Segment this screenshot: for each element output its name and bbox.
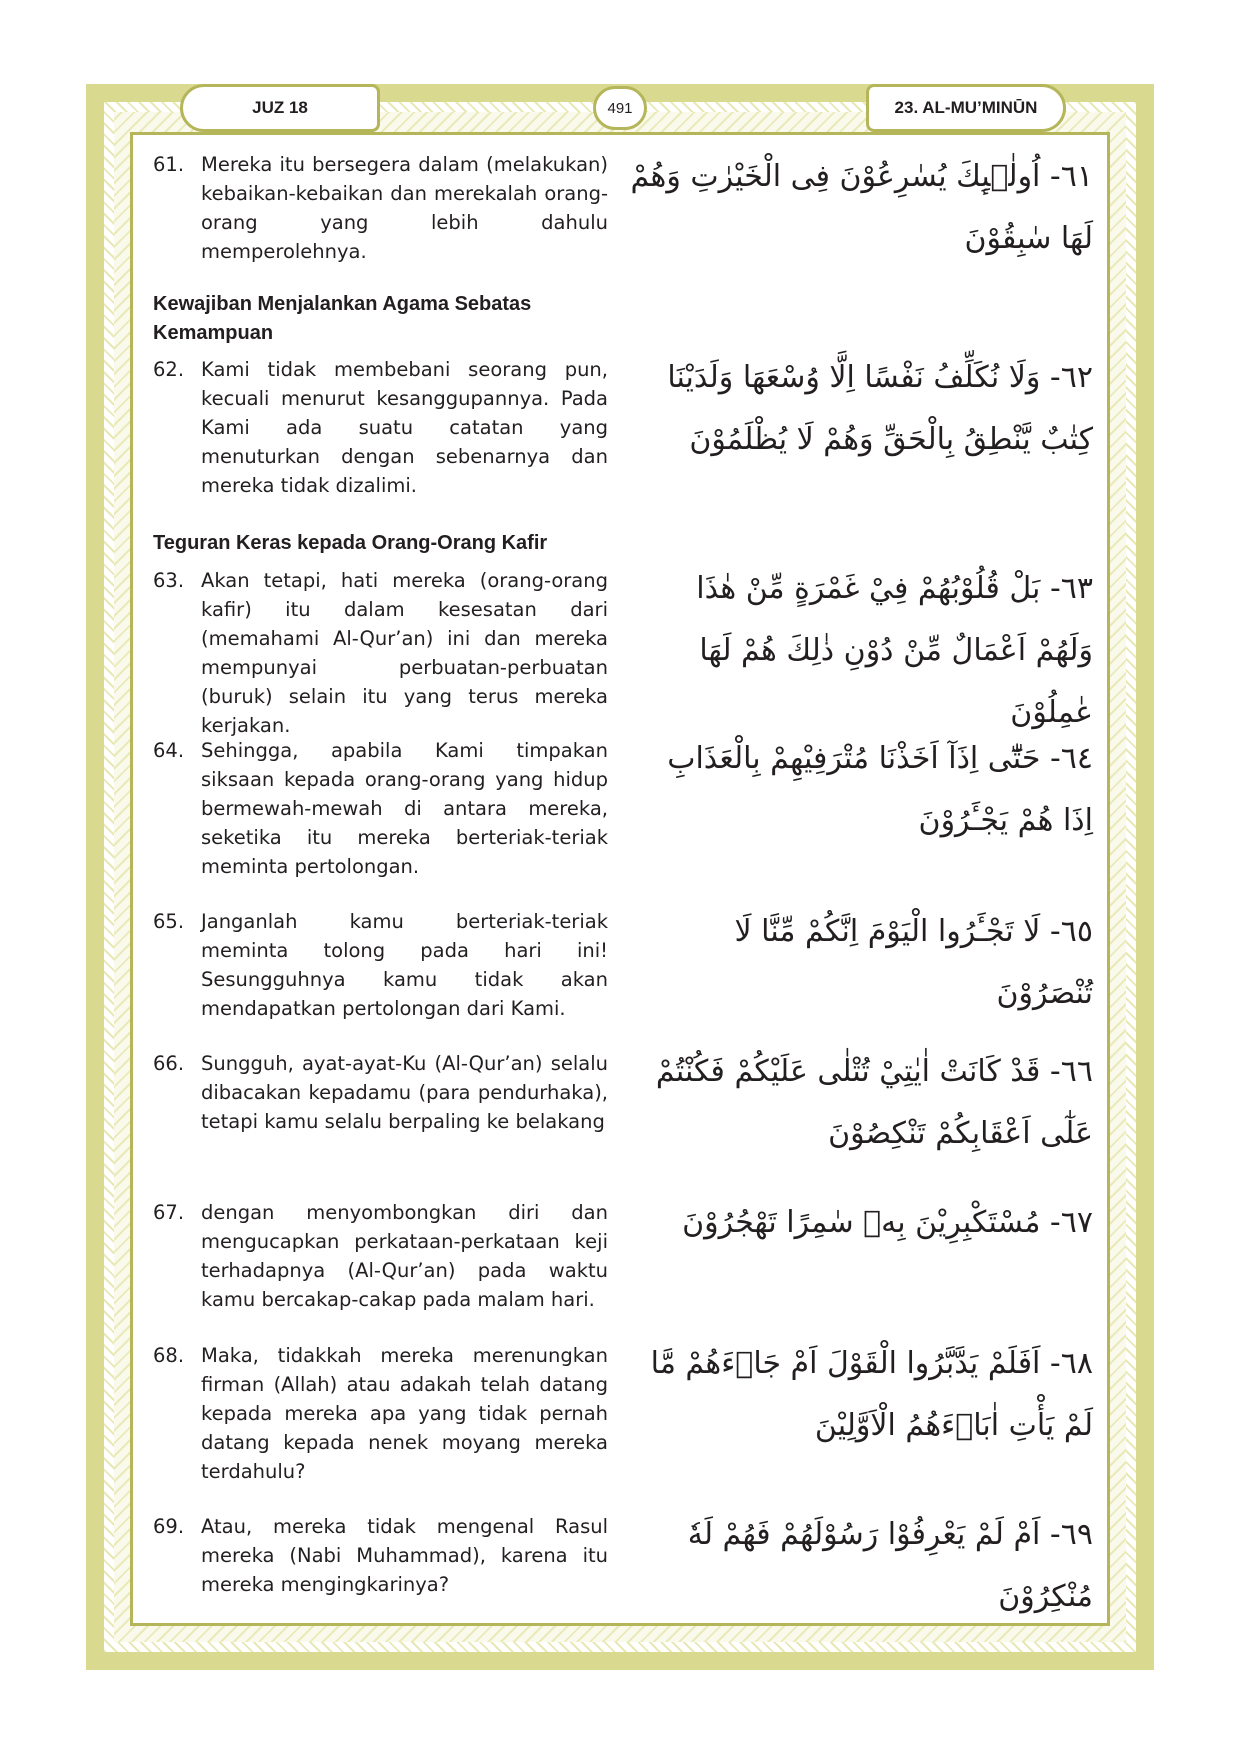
section-heading: Teguran Keras kepada Orang-Orang Kafir — [153, 532, 548, 554]
verse-arabic: ٦١- اُولٰۤىِٕكَ يُسٰرِعُوْنَ فِى الْخَيْرٰتِ وَهُمْ لَهَا سٰبِقُوْنَ — [630, 159, 1093, 256]
verse-arabic: ٦٣- بَلْ قُلُوْبُهُمْ فِيْ غَمْرَةٍ مِّنْ هٰذَا وَلَهُمْ اَعْمَالٌ مِّنْ دُوْنِ ذٰلِكَ هُمْ لَهَا عٰمِلُوْنَ — [696, 571, 1093, 730]
verse-text: Sehingga, apabila Kami timpakan siksaan kepada orang-orang yang hidup bermewah-mewah di antara mereka, seketika itu mereka berteriak-teriak meminta pertolongan. — [201, 739, 608, 878]
verse-number: 66. — [153, 1052, 185, 1075]
verse-number: 65. — [153, 910, 185, 933]
verse-arabic: ٦٩- اَمْ لَمْ يَعْرِفُوْا رَسُوْلَهُمْ فَهُمْ لَهٗ مُنْكِرُوْنَ — [687, 1517, 1093, 1614]
verse-translation — [153, 355, 608, 500]
section-heading: Kewajiban Menjalankan Agama Sebatas Kemampuan — [153, 293, 532, 344]
verse-arabic: ٦٨- اَفَلَمْ يَدَّبَّرُوا الْقَوْلَ اَمْ جَاۤءَهُمْ مَّا لَمْ يَأْتِ اٰبَاۤءَهُمُ الْاَوَّلِيْنَ — [650, 1346, 1093, 1443]
verse-number: 62. — [153, 358, 185, 381]
verse-text: Akan tetapi, hati mereka (orang-orang kafir) itu dalam kesesatan dari (memahami Al-Qur’an) ini dan mereka mempunyai perbuatan-perbuatan (buruk) selain itu yang terus mereka kerjakan. — [201, 569, 608, 737]
verse-translation — [153, 907, 608, 1023]
verse-translation — [153, 1512, 608, 1599]
verse-text: Janganlah kamu berteriak-teriak meminta tolong pada hari ini! Sesungguhnya kamu tidak akan mendapatkan pertolongan dari Kami. — [201, 910, 608, 1020]
verse-number: 63. — [153, 569, 185, 592]
verse-translation — [153, 1341, 608, 1486]
verse-text: Kami tidak membebani seorang pun, kecuali menurut kesanggupannya. Pada Kami ada suatu catatan yang menuturkan dengan sebenarnya dan mereka tidak dizalimi. — [201, 358, 608, 497]
verse-text: dengan menyombongkan diri dan mengucapkan perkataan-perkataan keji terhadapnya (Al-Qur’an) pada waktu kamu bercakap-cakap pada malam hari. — [201, 1201, 608, 1311]
verse-translation — [153, 736, 608, 881]
verse-translation — [153, 566, 608, 740]
verse-translation — [153, 1198, 608, 1314]
verse-translation — [153, 1049, 608, 1136]
surah-label: 23. AL-MU’MINŪN — [866, 84, 1066, 132]
juz-label: JUZ 18 — [180, 84, 380, 132]
verse-text: Sungguh, ayat-ayat-Ku (Al-Qur’an) selalu dibacakan kepadamu (para pendurhaka), tetapi kamu selalu berpaling ke belakang — [201, 1052, 608, 1133]
verse-arabic: ٦٤- حَتّٰٓى اِذَآ اَخَذْنَا مُتْرَفِيْهِمْ بِالْعَذَابِ اِذَا هُمْ يَجْـَٔرُوْنَ — [667, 741, 1093, 838]
verse-arabic: ٦٦- قَدْ كَانَتْ اٰيٰتِيْ تُتْلٰى عَلَيْكُمْ فَكُنْتُمْ عَلٰٓى اَعْقَابِكُمْ تَنْكِصُوْنَ — [655, 1054, 1093, 1151]
verse-text: Atau, mereka tidak mengenal Rasul mereka (Nabi Muhammad), karena itu mereka mengingkarinya? — [201, 1515, 608, 1596]
verse-text: Maka, tidakkah mereka merenungkan firman (Allah) atau adakah telah datang kepada mereka apa yang tidak pernah datang kepada nenek moyang mereka terdahulu? — [201, 1344, 608, 1483]
verse-number: 64. — [153, 739, 185, 762]
page-number: 491 — [593, 86, 647, 130]
verse-translation — [153, 150, 608, 266]
verse-arabic: ٦٢- وَلَا نُكَلِّفُ نَفْسًا اِلَّا وُسْعَهَا وَلَدَيْنَا كِتٰبٌ يَّنْطِقُ بِالْحَقِّ وَهُمْ لَا يُظْلَمُوْنَ — [667, 360, 1093, 457]
verse-text: Mereka itu bersegera dalam (melakukan) kebaikan-kebaikan dan merekalah orang-orang yang lebih dahulu memperolehnya. — [201, 153, 608, 263]
verse-arabic: ٦٥- لَا تَجْـَٔرُوا الْيَوْمَ اِنَّكُمْ مِّنَّا لَا تُنْصَرُوْنَ — [734, 914, 1093, 1011]
verse-number: 67. — [153, 1201, 185, 1224]
verse-number: 69. — [153, 1515, 185, 1538]
verse-number: 61. — [153, 153, 185, 176]
verse-arabic: ٦٧- مُسْتَكْبِرِيْنَ بِهٖ سٰمِرًا تَهْجُرُوْنَ — [682, 1205, 1093, 1240]
verse-number: 68. — [153, 1344, 185, 1367]
